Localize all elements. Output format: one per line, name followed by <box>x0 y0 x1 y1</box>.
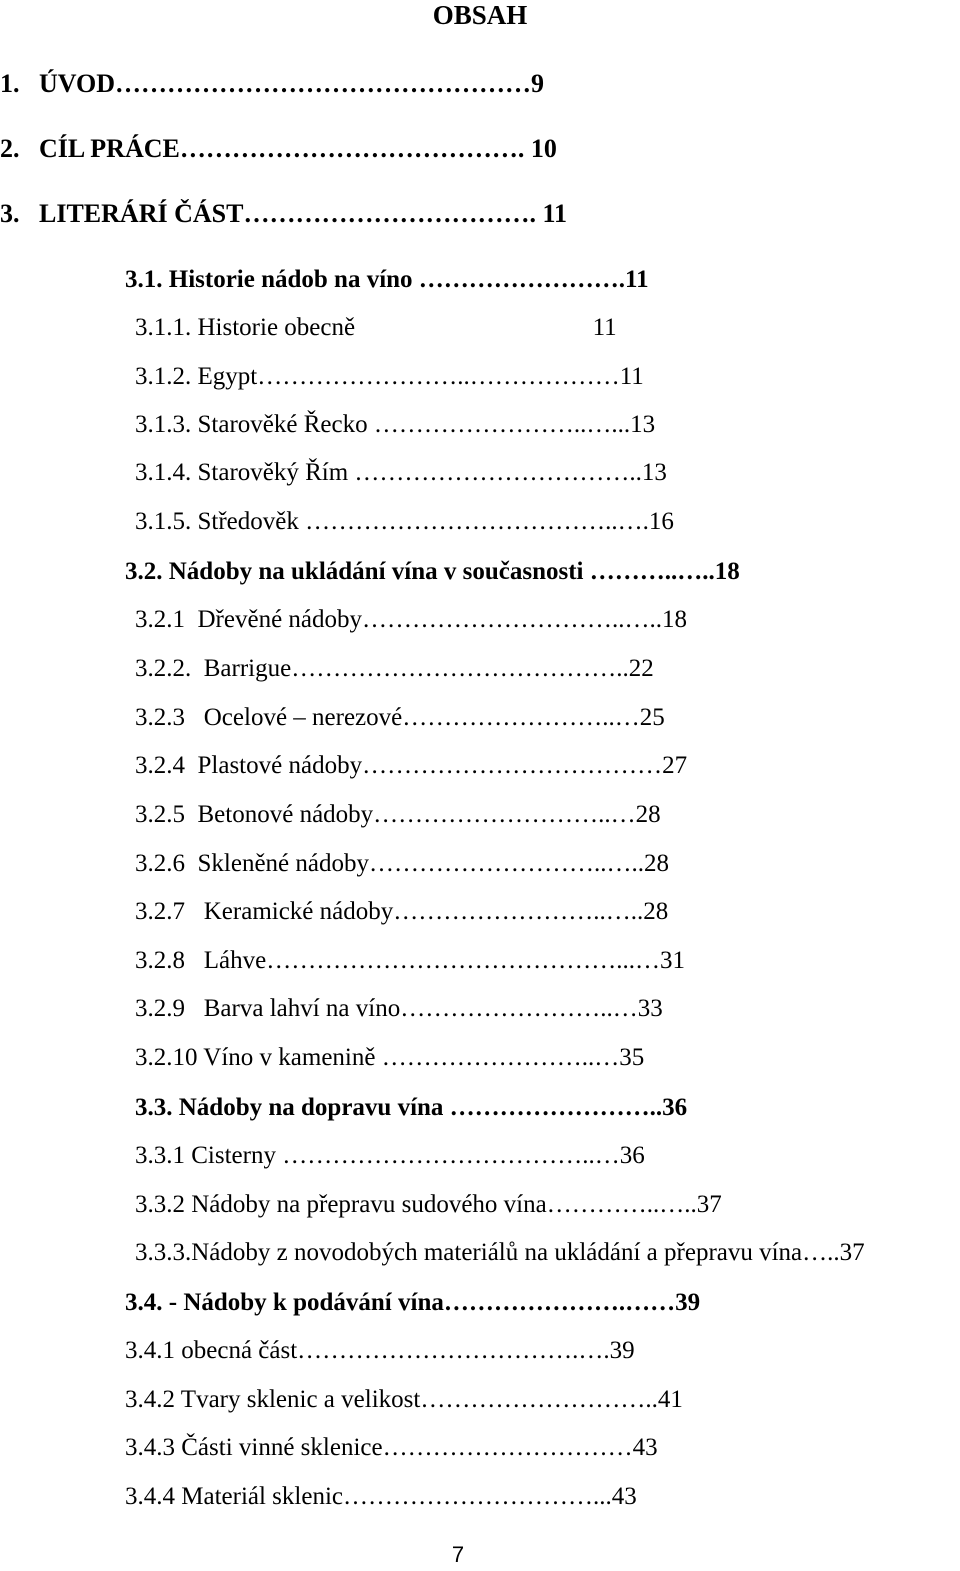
toc-entry-3-1-4: 3.1.4. Starověký Řím ……………………………..13 <box>135 459 667 486</box>
toc-entry-3-2-7: 3.2.7 Keramické nádoby……………………..…..28 <box>135 898 669 925</box>
toc-entry-3-3-2: 3.3.2 Nádoby na přepravu sudového vína…………..…..37 <box>135 1191 722 1218</box>
toc-entry-3-4-2: 3.4.2 Tvary sklenic a velikost………………………..41 <box>125 1386 683 1413</box>
toc-entry-2: 2. CÍL PRÁCE…………………………………. 10 <box>0 134 557 163</box>
toc-entry-3-2-6: 3.2.6 Skleněné nádoby………………………..…..28 <box>135 850 669 877</box>
toc-entry-1: 1. ÚVOD…………………………………………9 <box>0 69 545 98</box>
toc-entry-3-2-1: 3.2.1 Dřevěné nádoby…………………………..…..18 <box>135 606 688 633</box>
toc-entry-3-4-3: 3.4.3 Části vinné sklenice…………………………43 <box>125 1434 658 1461</box>
toc-entry-3-3-3: 3.3.3.Nádoby z novodobých materiálů na ukládání a přepravu vína…..37 <box>135 1239 865 1266</box>
toc-entry-3-2-9: 3.2.9 Barva lahví na víno……………………..…33 <box>135 995 663 1022</box>
toc-entry-3-4-1: 3.4.1 obecná část…………………………….….39 <box>125 1337 635 1364</box>
toc-entry-3-4: 3.4. - Nádoby k podávání vína………………….……39 <box>125 1289 701 1316</box>
toc-entry-3-1-5: 3.1.5. Středověk ………………………………..….16 <box>135 508 674 535</box>
toc-entry-3-2: 3.2. Nádoby na ukládání vína v současnosti ………..…..18 <box>125 558 740 585</box>
toc-entry-3-1: 3.1. Historie nádob na víno …………………….11 <box>125 266 649 293</box>
toc-entry-3-2-10: 3.2.10 Víno v kamenině ……………………..…35 <box>135 1044 645 1071</box>
toc-entry-3-2-4: 3.2.4 Plastové nádoby………………………………27 <box>135 752 688 779</box>
toc-entry-3-2-2: 3.2.2. Barrigue…………………………………..22 <box>135 655 654 682</box>
toc-entry-3-3: 3.3. Nádoby na dopravu vína ……………………..36 <box>135 1094 688 1121</box>
page-title: OBSAH <box>432 0 528 30</box>
toc-entry-3-2-5: 3.2.5 Betonové nádoby………………………..…28 <box>135 801 661 828</box>
toc-entry-3-1-2: 3.1.2. Egypt……………………..………………11 <box>135 363 644 390</box>
toc-entry-3: 3. LITERÁRÍ ČÁST……………………………. 11 <box>0 199 568 228</box>
toc-entry-3-1-3: 3.1.3. Starověké Řecko ……………………..…...13 <box>135 411 656 438</box>
page-number: 7 <box>451 1542 465 1567</box>
toc-entry-3-2-8: 3.2.8 Láhve……………………………………...…31 <box>135 947 685 974</box>
toc-entry-3-4-4: 3.4.4 Materiál sklenic…………………………...43 <box>125 1483 637 1510</box>
toc-entry-3-2-3: 3.2.3 Ocelové – nerezové……………………..…25 <box>135 704 665 731</box>
toc-entry-3-1-1: 3.1.1. Historie obecně 11 <box>135 314 617 341</box>
toc-entry-3-3-1: 3.3.1 Cisterny ………………………………..…36 <box>135 1142 645 1169</box>
